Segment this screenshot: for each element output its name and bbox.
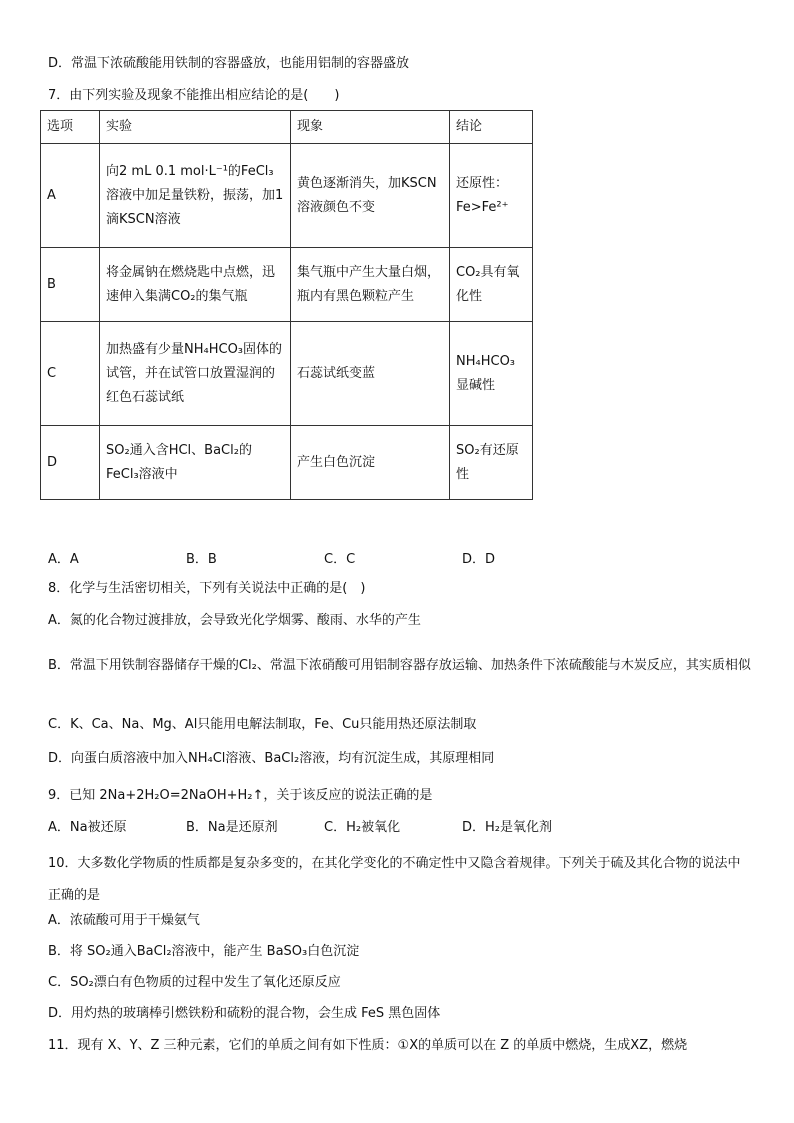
header-option: 选项 bbox=[41, 111, 100, 144]
header-experiment: 实验 bbox=[100, 111, 291, 144]
q9-choices bbox=[48, 819, 600, 837]
q7-choice-c[interactable]: C．C bbox=[324, 552, 356, 567]
q8-option-d: D．向蛋白质溶液中加入NH₄Cl溶液、BaCl₂溶液，均有沉淀生成，其原理相同 bbox=[48, 751, 495, 766]
q7-choice-a[interactable]: A．A bbox=[48, 552, 79, 567]
q7-choices bbox=[48, 548, 600, 567]
row-phenomenon: 石蕊试纸变蓝 bbox=[291, 322, 450, 426]
row-experiment: 加热盛有少量NH₄HCO₃固体的试管，并在试管口放置湿润的红色石蕊试纸 bbox=[100, 322, 291, 426]
row-experiment: SO₂通入含HCl、BaCl₂的FeCl₃溶液中 bbox=[100, 426, 291, 500]
table-row bbox=[41, 248, 533, 322]
header-conclusion: 结论 bbox=[450, 111, 533, 144]
table-header-row bbox=[41, 111, 533, 144]
row-phenomenon: 集气瓶中产生大量白烟，瓶内有黑色颗粒产生 bbox=[291, 248, 450, 322]
q9-stem: 9．已知 2Na+2H₂O=2NaOH+H₂↑，关于该反应的说法正确的是 bbox=[48, 788, 433, 803]
row-conclusion: 还原性：Fe>Fe²⁺ bbox=[450, 144, 533, 248]
q8-option-b: B．常温下用铁制容器储存干燥的Cl₂、常温下浓硝酸可用铝制容器存放运输、加热条件下浓硫酸能与木炭反应，其实质相似 bbox=[48, 658, 751, 673]
row-conclusion: CO₂具有氧化性 bbox=[450, 248, 533, 322]
row-experiment: 向2 mL 0.1 mol·L⁻¹的FeCl₃溶液中加足量铁粉，振荡，加1滴KSCN溶液 bbox=[100, 144, 291, 248]
row-conclusion: NH₄HCO₃显碱性 bbox=[450, 322, 533, 426]
q7-table bbox=[40, 110, 533, 500]
row-conclusion: SO₂有还原性 bbox=[450, 426, 533, 500]
q8-option-a: A．氮的化合物过渡排放，会导致光化学烟雾、酸雨、水华的产生 bbox=[48, 613, 421, 628]
header-phenomenon: 现象 bbox=[291, 111, 450, 144]
row-option: C bbox=[41, 322, 100, 426]
q11-stem: 11．现有 X、Y、Z 三种元素，它们的单质之间有如下性质：①X的单质可以在 Z 的单质中燃烧，生成XZ，燃烧 bbox=[48, 1038, 688, 1053]
q6-option-d: D．常温下浓硫酸能用铁制的容器盛放，也能用铝制的容器盛放 bbox=[48, 56, 410, 71]
q10-option-c: C．SO₂漂白有色物质的过程中发生了氧化还原反应 bbox=[48, 975, 341, 990]
table-row bbox=[41, 144, 533, 248]
row-phenomenon: 产生白色沉淀 bbox=[291, 426, 450, 500]
q10-option-a: A．浓硫酸可用于干燥氨气 bbox=[48, 913, 200, 928]
row-phenomenon: 黄色逐渐消失，加KSCN溶液颜色不变 bbox=[291, 144, 450, 248]
q10-option-b: B．将 SO₂通入BaCl₂溶液中，能产生 BaSO₃白色沉淀 bbox=[48, 944, 360, 959]
row-option: B bbox=[41, 248, 100, 322]
q8-option-c: C．K、Ca、Na、Mg、Al只能用电解法制取，Fe、Cu只能用热还原法制取 bbox=[48, 717, 477, 732]
q7-stem: 7．由下列实验及现象不能推出相应结论的是( ) bbox=[48, 88, 340, 103]
q7-choice-b[interactable]: B．B bbox=[186, 552, 217, 567]
q9-choice-c[interactable]: C．H₂被氧化 bbox=[324, 820, 401, 835]
q9-choice-a[interactable]: A．Na被还原 bbox=[48, 820, 127, 835]
q7-choice-d[interactable]: D．D bbox=[462, 552, 496, 567]
row-option: D bbox=[41, 426, 100, 500]
table-row bbox=[41, 426, 533, 500]
q9-choice-b[interactable]: B．Na是还原剂 bbox=[186, 820, 278, 835]
table-row bbox=[41, 322, 533, 426]
q10-stem: 10．大多数化学物质的性质都是复杂多变的，在其化学变化的不确定性中又隐含着规律。下列关于硫及其化合物的说法中正确的是 bbox=[48, 856, 741, 903]
q8-stem: 8．化学与生活密切相关，下列有关说法中正确的是( ) bbox=[48, 581, 366, 596]
row-experiment: 将金属钠在燃烧匙中点燃，迅速伸入集满CO₂的集气瓶 bbox=[100, 248, 291, 322]
row-option: A bbox=[41, 144, 100, 248]
q10-option-d: D．用灼热的玻璃棒引燃铁粉和硫粉的混合物，会生成 FeS 黑色固体 bbox=[48, 1006, 441, 1021]
q9-choice-d[interactable]: D．H₂是氧化剂 bbox=[462, 820, 552, 835]
